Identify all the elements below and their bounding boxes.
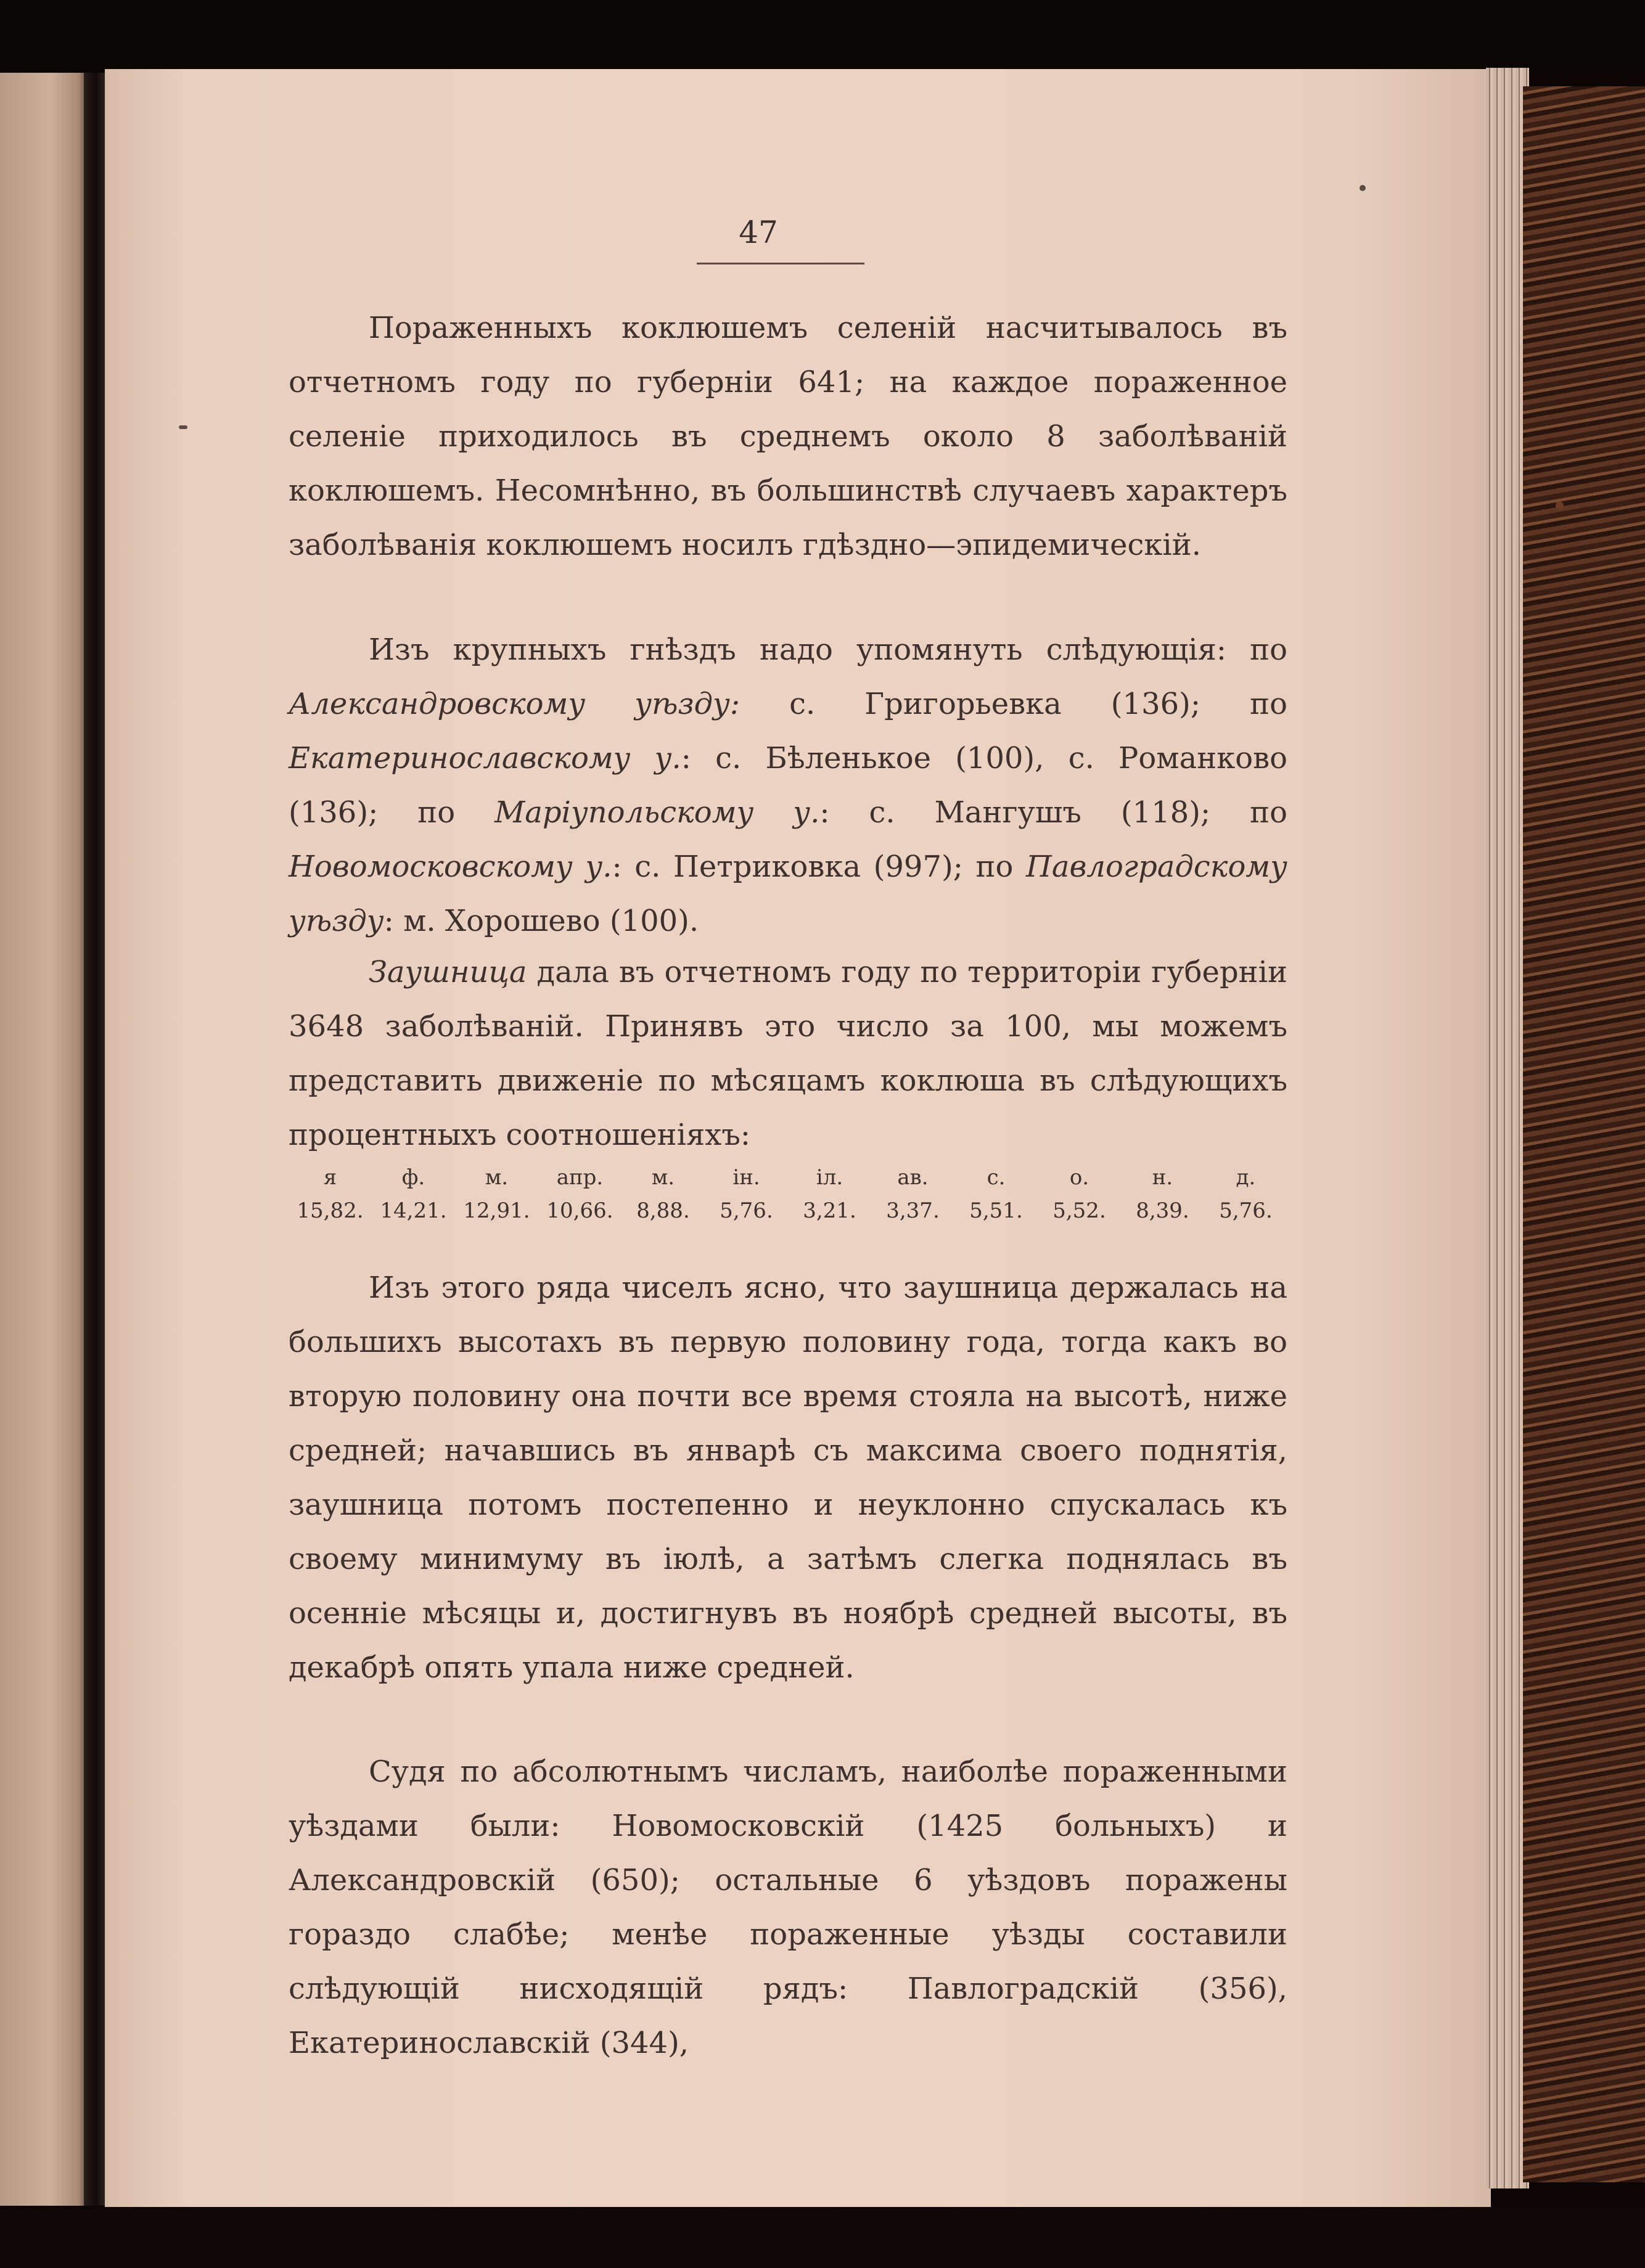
ink-speck — [179, 425, 187, 429]
paragraph-2-text: : с. Бѣленькое (100), с. Романково (136); по — [289, 741, 1288, 830]
month-value: 12,91. — [463, 1198, 530, 1223]
disease-name: Заушница — [369, 955, 527, 989]
left-page-edge — [0, 73, 92, 2206]
month-label: н. — [1152, 1165, 1173, 1190]
month-label: с. — [987, 1165, 1006, 1190]
month-labels-row — [289, 1165, 1287, 1190]
paragraph-3-text: дала въ отчетномъ году по территоріи губерніи 3648 заболѣваній. Принявъ это число за 100, мы можемъ представить движеніе по мѣсяцамъ коклюша въ слѣдующихъ процентныхъ соотношеніяхъ: — [289, 955, 1287, 1152]
month-value: 5,76. — [720, 1198, 773, 1223]
district-aleksandrovsky: Александровскому уѣзду: — [289, 687, 740, 721]
month-value: 14,21. — [380, 1198, 447, 1223]
month-label: ф. — [401, 1165, 425, 1190]
paragraph-1: Пораженныхъ коклюшемъ селеній насчитывалось въ отчетномъ году по губерніи 641; на каждое пораженное селеніе приходилось въ среднемъ около 8 заболѣваній коклюшемъ. Несомнѣнно, въ большинствѣ случаевъ характеръ заболѣванія коклюшемъ носилъ гдѣздно—эпидемическій. — [289, 311, 1287, 562]
paragraph-2-text: : м. Хорошево (100). — [384, 904, 699, 938]
month-values-row — [289, 1198, 1287, 1223]
ink-speck — [1360, 185, 1366, 191]
district-novomoskovsky: Новомосковскому у. — [289, 849, 612, 884]
district-mariupolsky: Маріупольскому у. — [494, 795, 820, 830]
scan-background-bottom — [0, 2207, 1645, 2268]
month-label: о. — [1069, 1165, 1089, 1190]
month-label: ав. — [897, 1165, 929, 1190]
paragraph-2-text: : с. Мангушъ (118); по — [819, 795, 1287, 830]
month-label: апр. — [556, 1165, 604, 1190]
district-ekaterinoslavsky: Екатеринославскому у. — [289, 741, 681, 776]
month-value: 8,39. — [1136, 1198, 1189, 1223]
page-number: 47 — [739, 215, 778, 250]
month-value: 3,37. — [886, 1198, 940, 1223]
month-label: м. — [485, 1165, 509, 1190]
month-label: м. — [651, 1165, 675, 1190]
paragraph-2 — [289, 623, 1287, 948]
month-value: 5,52. — [1052, 1198, 1106, 1223]
paragraph-2-text: с. Григорьевка (136); по — [740, 687, 1287, 721]
month-value: 8,88. — [636, 1198, 690, 1223]
month-label: д. — [1236, 1165, 1256, 1190]
month-value: 15,82. — [297, 1198, 364, 1223]
paragraph-2-text: Изъ крупныхъ гнѣздъ надо упомянуть слѣдующія: по — [369, 633, 1287, 667]
scan-background-top — [0, 0, 1645, 74]
district-pavlogradsky: Павлоградскому уѣзду — [289, 849, 1287, 938]
paragraph-5: Судя по абсолютнымъ числамъ, наиболѣе пораженными уѣздами были: Новомосковскій (1425 больныхъ) и Александровскій (650); остальные 6 уѣздовъ поражены гораздо слабѣе; менѣе пораженные уѣзды составили слѣдующій нисходящій рядъ: Павлоградскій (356), Екатеринославскій (344), — [289, 1754, 1287, 2060]
month-value: 3,21. — [803, 1198, 856, 1223]
book-cover-edge — [1523, 86, 1645, 2182]
paragraph-4: Изъ этого ряда чиселъ ясно, что заушница держалась на большихъ высотахъ въ первую половину года, тогда какъ во вторую половину она почти все время стояла на высотѣ, ниже средней; начавшись въ январѣ съ максима своего поднятія, заушница потомъ постепенно и неуклонно спускалась къ своему минимуму въ іюлѣ, а затѣмъ слегка поднялась въ осенніе мѣсяцы и, достигнувъ въ ноябрѣ средней высоты, въ декабрѣ опять упала ниже средней. — [289, 1271, 1287, 1685]
month-label: ін. — [732, 1165, 760, 1190]
page-number-rule — [697, 263, 864, 264]
month-value: 5,76. — [1219, 1198, 1273, 1223]
month-label: іл. — [816, 1165, 843, 1190]
month-value: 10,66. — [546, 1198, 613, 1223]
paragraph-2-text: : с. Петриковка (997); по — [612, 849, 1027, 884]
paragraph-3 — [289, 945, 1287, 1162]
month-value: 5,51. — [969, 1198, 1023, 1223]
month-label: я — [323, 1165, 337, 1190]
monthly-percentages-table — [289, 1165, 1287, 1223]
